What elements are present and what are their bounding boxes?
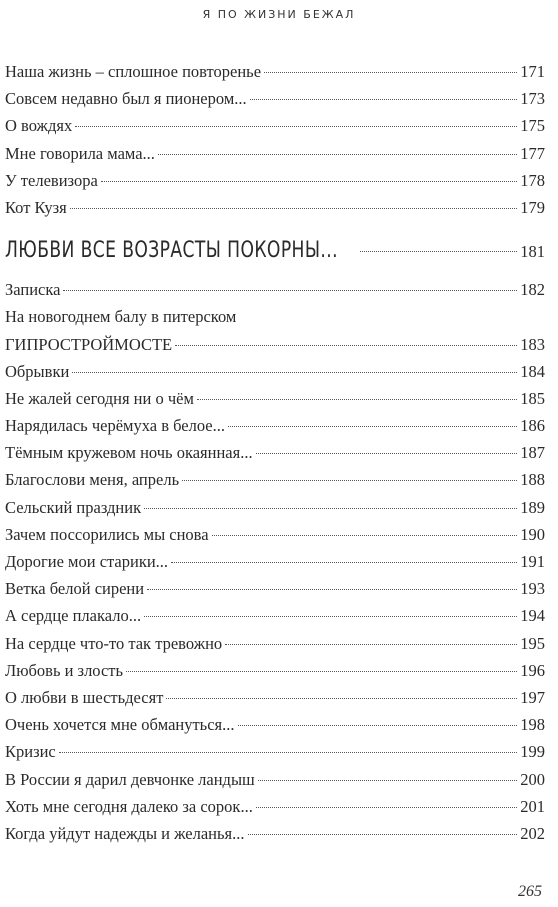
toc-entry-title: Когда уйдут надежды и желанья... xyxy=(5,823,245,843)
toc-entry-title: Совсем недавно был я пионером... xyxy=(5,89,247,109)
dot-leader xyxy=(126,671,517,672)
toc-entry xyxy=(5,58,545,85)
toc-entry-title: Нарядилась черёмуха в белое... xyxy=(5,416,226,436)
toc-entry-page: 194 xyxy=(520,606,545,626)
toc-entry xyxy=(5,575,545,602)
toc-entry xyxy=(5,385,545,412)
toc-entry-title: О любви в шестьдесят xyxy=(5,687,164,707)
toc-entry xyxy=(5,412,545,439)
section-title: ЛЮБВИ ВСЕ ВОЗРАСТЫ ПОКОРНЫ... xyxy=(5,238,338,264)
toc-entry xyxy=(5,738,545,765)
toc-entry-title: Не жалей сегодня ни о чём xyxy=(5,388,194,408)
toc-entry xyxy=(5,630,545,657)
toc-entry-title: Кризис xyxy=(5,742,56,762)
toc-entry xyxy=(5,358,545,385)
toc-entry-page: 182 xyxy=(520,280,545,300)
toc-group-b xyxy=(5,358,545,847)
toc-entry-page: 196 xyxy=(520,660,545,680)
dot-leader xyxy=(238,725,518,726)
toc-entry-title: Мне говорила мама... xyxy=(5,143,155,163)
toc-entry-page: 184 xyxy=(520,361,545,381)
toc-entry xyxy=(5,331,545,358)
toc-entry-page: 198 xyxy=(520,715,545,735)
toc-entry-page: 199 xyxy=(520,742,545,762)
toc-entry-page: 177 xyxy=(520,143,545,163)
toc-entry-page: 193 xyxy=(520,579,545,599)
toc-entry-page: 191 xyxy=(520,552,545,571)
dot-leader xyxy=(175,345,517,346)
toc-entry-title: Благослови меня, апрель xyxy=(5,470,180,490)
toc-entry-title: Тёмным кружевом ночь окаянная... xyxy=(5,443,253,463)
dot-leader xyxy=(250,99,518,100)
toc-entry-title: Любовь и злость xyxy=(5,660,124,680)
dot-leader xyxy=(144,508,517,509)
toc-entry xyxy=(5,657,545,684)
toc-entry-title: Сельский праздник xyxy=(5,497,142,517)
toc-entry xyxy=(5,85,545,112)
dot-leader xyxy=(256,453,518,454)
toc-entry-title: Наша жизнь – сплошное повторенье xyxy=(5,62,262,81)
dot-leader xyxy=(248,834,518,835)
dot-leader xyxy=(256,807,517,808)
toc-entry-page: 187 xyxy=(520,443,545,463)
toc-entry xyxy=(5,602,545,629)
toc-entry-page: 185 xyxy=(520,388,545,408)
dot-leader xyxy=(360,251,517,252)
running-head: Я ПО ЖИЗНИ БЕЖАЛ xyxy=(202,8,356,21)
toc-entry-page: 189 xyxy=(520,497,545,517)
dot-leader xyxy=(225,644,517,645)
dot-leader xyxy=(63,290,517,291)
toc-entry-page: 200 xyxy=(520,769,545,789)
toc-entry-title: Обрывки xyxy=(5,361,70,381)
toc-entry-title: У телевизора xyxy=(5,170,98,190)
dot-leader xyxy=(147,589,517,590)
toc-entry-page: 178 xyxy=(520,170,545,190)
toc-entry-title: О вождях xyxy=(5,116,73,136)
toc-entry-page: 202 xyxy=(520,823,545,843)
dot-leader xyxy=(72,372,517,373)
toc-entry xyxy=(5,494,545,521)
dot-leader xyxy=(264,72,517,73)
toc-entry-title: Кот Кузя xyxy=(5,197,67,217)
toc-entry xyxy=(5,548,545,575)
section-page-number: 181 xyxy=(520,242,545,262)
toc-entry xyxy=(5,439,545,466)
dot-leader xyxy=(59,752,517,753)
toc-entry-title-line1: На новогоднем балу в питерском xyxy=(5,307,237,327)
dot-leader xyxy=(166,698,517,699)
dot-leader xyxy=(101,181,517,182)
dot-leader xyxy=(258,780,518,781)
toc-entry-title: Хоть мне сегодня далеко за сорок... xyxy=(5,796,253,816)
dot-leader xyxy=(212,535,518,536)
dot-leader xyxy=(171,562,517,563)
toc-entry-title: Дорогие мои старики... xyxy=(5,552,169,571)
toc-entry-page: 195 xyxy=(520,633,545,653)
toc-entry xyxy=(5,167,545,194)
toc-entry-title: В России я дарил девчонке ландыш xyxy=(5,769,255,789)
dot-leader xyxy=(158,154,517,155)
toc-entry-page: 186 xyxy=(520,416,545,436)
toc-entry xyxy=(5,276,545,303)
toc-entry-title-line2: ГИПРОСТРОЙМОСТЕ xyxy=(5,334,173,354)
toc-entry-page: 188 xyxy=(520,470,545,490)
toc-entry xyxy=(5,820,545,847)
dot-leader xyxy=(228,426,517,427)
section-heading xyxy=(5,230,545,272)
dot-leader xyxy=(75,126,517,127)
toc-entry xyxy=(5,793,545,820)
toc-entry xyxy=(5,521,545,548)
dot-leader xyxy=(70,208,518,209)
dot-leader xyxy=(144,616,517,617)
toc-entry-first-line xyxy=(5,303,545,330)
table-of-contents xyxy=(5,58,545,847)
toc-entry-page: 171 xyxy=(520,62,545,81)
toc-entry-page: 183 xyxy=(520,334,545,354)
dot-leader xyxy=(197,399,517,400)
toc-entry-title: Записка xyxy=(5,280,61,300)
page-number: 265 xyxy=(518,883,542,900)
toc-entry-page: 201 xyxy=(520,796,545,816)
toc-entry-title: Очень хочется мне обмануться... xyxy=(5,715,235,735)
toc-entry xyxy=(5,140,545,167)
toc-entry-title: Ветка белой сирени xyxy=(5,579,145,599)
toc-entry-page: 175 xyxy=(520,116,545,136)
toc-entry-page: 190 xyxy=(520,524,545,544)
toc-entry xyxy=(5,466,545,493)
toc-entry xyxy=(5,684,545,711)
toc-entry-title: На сердце что-то так тревожно xyxy=(5,633,223,653)
toc-entry xyxy=(5,766,545,793)
toc-entry-page: 179 xyxy=(520,197,545,217)
toc-entry xyxy=(5,194,545,221)
dot-leader xyxy=(182,480,517,481)
toc-entry-page: 197 xyxy=(520,687,545,707)
toc-entry-title: А сердце плакало... xyxy=(5,606,142,626)
toc-entry-title: Зачем поссорились мы снова xyxy=(5,524,209,544)
toc-group-a xyxy=(5,58,545,221)
toc-entry-page: 173 xyxy=(520,89,545,109)
toc-entry xyxy=(5,112,545,139)
toc-entry xyxy=(5,711,545,738)
